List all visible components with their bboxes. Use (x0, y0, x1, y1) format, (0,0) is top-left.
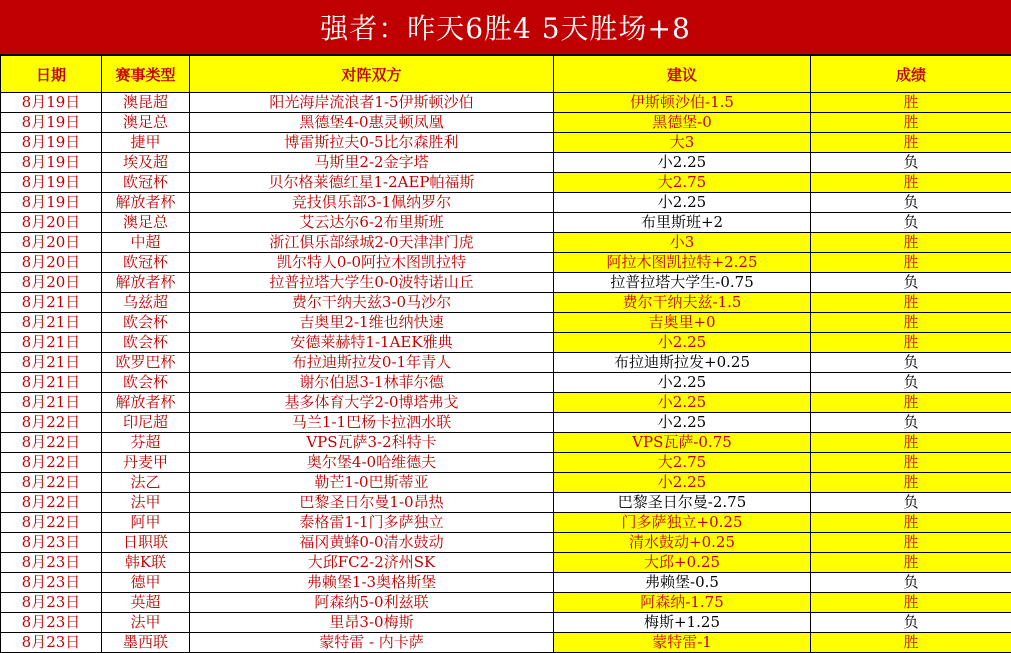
tip-cell: 黑德堡-0 (554, 113, 811, 133)
table-row (1, 113, 1011, 133)
league-cell: 解放者杯 (102, 273, 190, 293)
result-cell: 负 (811, 573, 1011, 593)
header-match: 对阵双方 (190, 56, 554, 93)
result-cell: 胜 (811, 533, 1011, 553)
league-cell: 解放者杯 (102, 393, 190, 413)
match-cell: 福冈黄蜂0-0清水鼓动 (190, 533, 554, 553)
league-cell: 欧会杯 (102, 313, 190, 333)
date-cell: 8月23日 (1, 593, 102, 613)
date-cell: 8月23日 (1, 553, 102, 573)
league-cell: 德甲 (102, 573, 190, 593)
match-cell: 艾云达尔6-2布里斯班 (190, 213, 554, 233)
table-row (1, 453, 1011, 473)
tip-cell: 小2.25 (554, 413, 811, 433)
league-cell: 埃及超 (102, 153, 190, 173)
header-result: 成绩 (811, 56, 1011, 93)
table-row (1, 373, 1011, 393)
result-cell: 负 (811, 213, 1011, 233)
date-cell: 8月19日 (1, 153, 102, 173)
date-cell: 8月23日 (1, 613, 102, 633)
match-cell: 竞技俱乐部3-1佩纳罗尔 (190, 193, 554, 213)
match-cell: 马兰1-1巴杨卡拉泗水联 (190, 413, 554, 433)
tip-cell: 大2.75 (554, 173, 811, 193)
date-cell: 8月21日 (1, 293, 102, 313)
table-row (1, 213, 1011, 233)
match-cell: 奥尔堡4-0哈维德夫 (190, 453, 554, 473)
table-row (1, 233, 1011, 253)
result-cell: 负 (811, 273, 1011, 293)
tip-cell: 布拉迪斯拉发+0.25 (554, 353, 811, 373)
match-cell: 黑德堡4-0惠灵顿凤凰 (190, 113, 554, 133)
league-cell: 中超 (102, 233, 190, 253)
league-cell: 澳足总 (102, 213, 190, 233)
match-cell: 拉普拉塔大学生0-0波特诺山丘 (190, 273, 554, 293)
match-cell: 大邱FC2-2济州SK (190, 553, 554, 573)
header-date: 日期 (1, 56, 102, 93)
result-cell: 胜 (811, 473, 1011, 493)
table-row (1, 353, 1011, 373)
result-cell: 胜 (811, 513, 1011, 533)
league-cell: 澳足总 (102, 113, 190, 133)
match-cell: 安德莱赫特1-1AEK雅典 (190, 333, 554, 353)
tip-cell: 梅斯+1.25 (554, 613, 811, 633)
date-cell: 8月23日 (1, 533, 102, 553)
league-cell: 英超 (102, 593, 190, 613)
date-cell: 8月21日 (1, 373, 102, 393)
result-cell: 胜 (811, 113, 1011, 133)
table-row (1, 173, 1011, 193)
league-cell: 欧会杯 (102, 373, 190, 393)
tip-cell: 蒙特雷-1 (554, 633, 811, 653)
table-row (1, 93, 1011, 113)
result-cell: 胜 (811, 553, 1011, 573)
tip-cell: VPS瓦萨-0.75 (554, 433, 811, 453)
result-cell: 胜 (811, 253, 1011, 273)
tip-cell: 小2.25 (554, 193, 811, 213)
match-cell: 布拉迪斯拉发0-1年青人 (190, 353, 554, 373)
tip-cell: 伊斯顿沙伯-1.5 (554, 93, 811, 113)
table-row (1, 153, 1011, 173)
table-row (1, 313, 1011, 333)
league-cell: 乌兹超 (102, 293, 190, 313)
results-table (0, 55, 1011, 653)
table-row (1, 393, 1011, 413)
date-cell: 8月23日 (1, 633, 102, 653)
tip-cell: 小2.25 (554, 373, 811, 393)
tip-cell: 门多萨独立+0.25 (554, 513, 811, 533)
table-row (1, 573, 1011, 593)
match-cell: 泰格雷1-1门多萨独立 (190, 513, 554, 533)
result-cell: 胜 (811, 333, 1011, 353)
match-cell: 阳光海岸流浪者1-5伊斯顿沙伯 (190, 93, 554, 113)
header-row (1, 56, 1011, 93)
league-cell: 解放者杯 (102, 193, 190, 213)
tip-cell: 大2.75 (554, 453, 811, 473)
date-cell: 8月21日 (1, 353, 102, 373)
table-row (1, 613, 1011, 633)
tip-cell: 小2.25 (554, 153, 811, 173)
result-cell: 负 (811, 373, 1011, 393)
match-cell: 蒙特雷 - 内卡萨 (190, 633, 554, 653)
table-row (1, 193, 1011, 213)
tip-cell: 吉奥里+0 (554, 313, 811, 333)
result-cell: 胜 (811, 133, 1011, 153)
tip-cell: 小3 (554, 233, 811, 253)
result-cell: 负 (811, 413, 1011, 433)
result-cell: 胜 (811, 93, 1011, 113)
league-cell: 欧会杯 (102, 333, 190, 353)
table-row (1, 473, 1011, 493)
table-row (1, 513, 1011, 533)
result-cell: 胜 (811, 313, 1011, 333)
league-cell: 韩K联 (102, 553, 190, 573)
date-cell: 8月20日 (1, 253, 102, 273)
league-cell: 印尼超 (102, 413, 190, 433)
date-cell: 8月20日 (1, 213, 102, 233)
table-row (1, 493, 1011, 513)
date-cell: 8月20日 (1, 273, 102, 293)
match-cell: 阿森纳5-0利兹联 (190, 593, 554, 613)
match-cell: 博雷斯拉夫0-5比尔森胜利 (190, 133, 554, 153)
date-cell: 8月19日 (1, 113, 102, 133)
result-cell: 胜 (811, 593, 1011, 613)
tip-cell: 小2.25 (554, 333, 811, 353)
result-cell: 胜 (811, 233, 1011, 253)
league-cell: 欧冠杯 (102, 173, 190, 193)
table-row (1, 333, 1011, 353)
match-cell: VPS瓦萨3-2科特卡 (190, 433, 554, 453)
league-cell: 丹麦甲 (102, 453, 190, 473)
tip-cell: 阿拉木图凯拉特+2.25 (554, 253, 811, 273)
match-cell: 谢尔伯恩3-1林菲尔德 (190, 373, 554, 393)
date-cell: 8月21日 (1, 313, 102, 333)
league-cell: 芬超 (102, 433, 190, 453)
match-cell: 浙江俱乐部绿城2-0天津津门虎 (190, 233, 554, 253)
date-cell: 8月22日 (1, 493, 102, 513)
tip-cell: 小2.25 (554, 393, 811, 413)
date-cell: 8月23日 (1, 573, 102, 593)
date-cell: 8月19日 (1, 93, 102, 113)
tip-cell: 大邱+0.25 (554, 553, 811, 573)
league-cell: 墨西联 (102, 633, 190, 653)
result-cell: 负 (811, 493, 1011, 513)
table-row (1, 633, 1011, 653)
table-row (1, 433, 1011, 453)
result-cell: 胜 (811, 453, 1011, 473)
result-cell: 胜 (811, 433, 1011, 453)
league-cell: 澳昆超 (102, 93, 190, 113)
tip-cell: 布里斯班+2 (554, 213, 811, 233)
league-cell: 日职联 (102, 533, 190, 553)
result-cell: 胜 (811, 173, 1011, 193)
header-league: 赛事类型 (102, 56, 190, 93)
league-cell: 欧冠杯 (102, 253, 190, 273)
match-cell: 弗赖堡1-3奥格斯堡 (190, 573, 554, 593)
table-row (1, 293, 1011, 313)
result-cell: 负 (811, 153, 1011, 173)
match-cell: 勒芒1-0巴斯蒂亚 (190, 473, 554, 493)
date-cell: 8月20日 (1, 233, 102, 253)
match-cell: 凯尔特人0-0阿拉木图凯拉特 (190, 253, 554, 273)
result-cell: 胜 (811, 293, 1011, 313)
header-tip: 建议 (554, 56, 811, 93)
table-row (1, 593, 1011, 613)
tip-cell: 小2.25 (554, 473, 811, 493)
date-cell: 8月21日 (1, 393, 102, 413)
tip-cell: 阿森纳-1.75 (554, 593, 811, 613)
date-cell: 8月21日 (1, 333, 102, 353)
date-cell: 8月22日 (1, 413, 102, 433)
result-cell: 负 (811, 193, 1011, 213)
match-cell: 基多体育大学2-0博塔弗戈 (190, 393, 554, 413)
tip-cell: 费尔干纳夫兹-1.5 (554, 293, 811, 313)
table-row (1, 413, 1011, 433)
league-cell: 法甲 (102, 493, 190, 513)
table-row (1, 273, 1011, 293)
tip-cell: 清水鼓动+0.25 (554, 533, 811, 553)
result-cell: 胜 (811, 393, 1011, 413)
date-cell: 8月22日 (1, 473, 102, 493)
league-cell: 法乙 (102, 473, 190, 493)
date-cell: 8月22日 (1, 513, 102, 533)
match-cell: 马斯里2-2金字塔 (190, 153, 554, 173)
match-cell: 吉奥里2-1维也纳快速 (190, 313, 554, 333)
result-cell: 负 (811, 613, 1011, 633)
page-title: 强者：昨天6胜4 5天胜场+8 (0, 0, 1011, 55)
match-cell: 巴黎圣日尔曼1-0昂热 (190, 493, 554, 513)
match-cell: 里昂3-0梅斯 (190, 613, 554, 633)
match-cell: 费尔干纳夫兹3-0马沙尔 (190, 293, 554, 313)
date-cell: 8月19日 (1, 173, 102, 193)
league-cell: 捷甲 (102, 133, 190, 153)
tip-cell: 大3 (554, 133, 811, 153)
date-cell: 8月22日 (1, 453, 102, 473)
league-cell: 阿甲 (102, 513, 190, 533)
league-cell: 法甲 (102, 613, 190, 633)
date-cell: 8月19日 (1, 133, 102, 153)
tip-cell: 巴黎圣日尔曼-2.75 (554, 493, 811, 513)
tip-cell: 弗赖堡-0.5 (554, 573, 811, 593)
result-cell: 负 (811, 353, 1011, 373)
table-row (1, 253, 1011, 273)
league-cell: 欧罗巴杯 (102, 353, 190, 373)
table-row (1, 133, 1011, 153)
date-cell: 8月19日 (1, 193, 102, 213)
date-cell: 8月22日 (1, 433, 102, 453)
result-cell: 胜 (811, 633, 1011, 653)
table-row (1, 553, 1011, 573)
match-cell: 贝尔格莱德红星1-2AEP帕福斯 (190, 173, 554, 193)
tip-cell: 拉普拉塔大学生-0.75 (554, 273, 811, 293)
table-row (1, 533, 1011, 553)
